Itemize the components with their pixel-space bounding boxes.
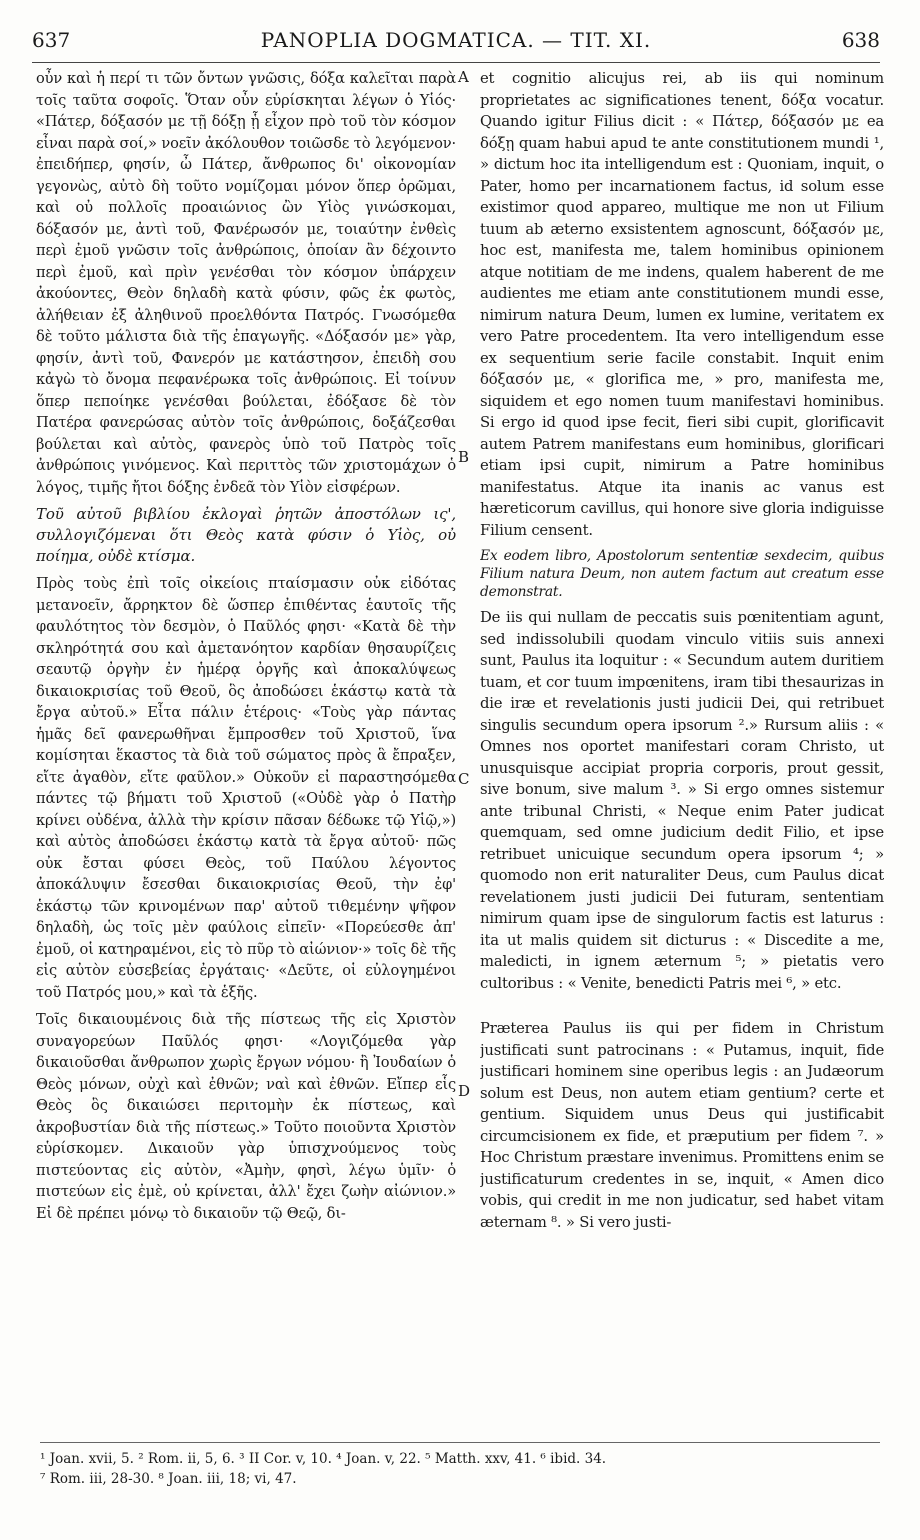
paragraph-gap <box>480 1000 884 1018</box>
footnote-line-1: ¹ Joan. xvii, 5. ² Rom. ii, 5, 6. ³ II Cor. v, 10. ⁴ Joan. v, 22. ⁵ Matth. xxv, 41. ⁶ ibid. 34. <box>40 1451 607 1467</box>
margin-marker-b: B <box>458 448 470 466</box>
page-header <box>32 28 880 58</box>
page-number-left: 637 <box>32 28 71 52</box>
header-rule <box>32 62 880 63</box>
greek-column <box>36 68 456 1230</box>
greek-paragraph-3: Τοῖς δικαιουμένοις διὰ τῆς πίστεως τῆς εἰς Χριστὸν συναγορεύων Παῦλός φησι· «Λογιζόμεθα γὰρ δικαιοῦσθαι ἄνθρωπον χωρὶς ἔργων νόμου· ἢ Ἰουδαίων ὁ Θεὸς μόνων, οὐχὶ καὶ ἐθνῶν; ναὶ καὶ ἐθνῶν. Εἴπερ εἷς Θεὸς ὃς δικαιώσει περιτομὴν ἐκ πίστεως, καὶ ἀκροβυστίαν διὰ τῆς πίστεως.» Τοῦτο ποιοῦντα Χριστὸν εὑρίσκομεν. Δικαιοῦν γὰρ ὑπισχνούμενος τοὺς πιστεύοντας εἰς αὐτὸν, «Ἀμὴν, φησὶ, λέγω ὑμῖν· ὁ πιστεύων εἰς ἐμὲ, οὐ κρίνεται, ἀλλ' ἔχει ζωὴν αἰώνιον.» Εἰ δὲ πρέπει μόνῳ τὸ δικαιοῦν τῷ Θεῷ, δι- <box>36 1011 456 1222</box>
latin-paragraph-3: Præterea Paulus iis qui per fidem in Christum justificati sunt patrocinans : « Putamus, inquit, fide justificari hominem sine operibus legis : an Judæorum solum est Deus, non autem etiam gentium? certe et gentium. Siquidem unus Deus qui justificabit circumcisionem ex fide, et præputium per fidem ⁷. » Hoc Christum præstare invenimus. Promittens enim se justificaturum credentes in se, inquit, « Amen dico vobis, qui credit in me non judicatur, sed habet vitam æternam ⁸. » Si vero justi- <box>480 1020 884 1231</box>
latin-paragraph-2: De iis qui nullam de peccatis suis pœnitentiam agunt, sed indissolubili quodam vinculo vitiis suis annexi sunt, Paulus ita loquitur : « Secundum autem duritiem tuam, et cor tuum impœnitens, iram tibi thesaurizas in die iræ et revelationis justi judicii Dei, qui retribuet singulis secundum opera ipsorum ².» Rursum aliis : « Omnes nos oportet manifestari coram Christo, ut unusquisque accipiat propria corporis, prout gessit, sive bonum, sive malum ³. » Si ergo omnes sistemur ante tribunal Christi, « Neque enim Pater judicat quemquam, sed omne judicium dedit Filio, et ipse retribuet unicuique secundum opera ipsorum ⁴; » quomodo non erit naturaliter Deus, cum Paulus dicat revelationem justi judicii Dei futuram, sententiam nimirum quam ipse de singulorum factis est laturus : ita ut malis quidem sit dicturus : « Discedite a me, maledicti, in ignem æternum ⁵; » pietatis vero cultoribus : « Venite, benedicti Patris mei ⁶, » etc. <box>480 609 884 992</box>
greek-paragraph-2: Πρὸς τοὺς ἐπὶ τοῖς οἰκείοις πταίσμασιν οὐκ εἰδότας μετανοεῖν, ἄρρηκτον δὲ ὥσπερ ἐπιθέντας ἑαυτοῖς τῆς φαυλότητος τὸν δεσμὸν, ὁ Παῦλός φησι· «Κατὰ δὲ τὴν σκληρότητά σου καὶ ἀμετανόητον καρδίαν θησαυρίζεις σεαυτῷ ὀργὴν ἐν ἡμέρᾳ ὀργῆς καὶ ἀποκαλύψεως δικαιοκρισίας τοῦ Θεοῦ, ὃς ἀποδώσει ἑκάστῳ κατὰ τὰ ἔργα αὐτοῦ.» Εἶτα πάλιν ἑτέροις· «Τοὺς γὰρ πάντας ἡμᾶς δεῖ φανερωθῆναι ἔμπροσθεν τοῦ Χριστοῦ, ἵνα κομίσηται ἕκαστος τὰ διὰ τοῦ σώματος πρὸς ἃ ἔπραξεν, εἴτε ἀγαθὸν, εἴτε φαῦλον.» Οὐκοῦν εἰ παραστησόμεθα πάντες τῷ βήματι τοῦ Χριστοῦ («Οὐδὲ γὰρ ὁ Πατὴρ κρίνει οὐδένα, ἀλλὰ τὴν κρίσιν πᾶσαν δέδωκε τῷ Υἱῷ,») καὶ αὐτὸς ἀποδώσει ἑκάστῳ κατὰ τὰ ἔργα αὐτοῦ· πῶς οὐκ ἔσται φύσει Θεὸς, τοῦ Παύλου λέγοντος ἀποκάλυψιν ἔσεσθαι δικαιοκρισίας Θεοῦ, τὴν ἐφ' ἑκάστῳ τῶν κρινομένων παρ' αὐτοῦ τιθεμένην ψῆφον δηλαδὴ, ὡς τοῖς μὲν φαύλοις εἰπεῖν· «Πορεύεσθε ἀπ' ἐμοῦ, οἱ κατηραμένοι, εἰς τὸ πῦρ τὸ αἰώνιον·» τοῖς δὲ τῆς εἰς αὐτὸν εὐσεβείας ἐργάταις· «Δεῦτε, οἱ εὐλογημένοι τοῦ Πατρός μου,» καὶ τὰ ἑξῆς. <box>36 575 456 1001</box>
running-title: PANOPLIA DOGMATICA. — TIT. XI. <box>260 28 652 52</box>
latin-section-heading: Ex eodem libro, Apostolorum sententiæ sexdecim, quibus Filium natura Deum, non autem factum aut creatum esse demonstrat. <box>480 548 884 600</box>
margin-marker-c: C <box>458 770 470 788</box>
margin-marker-a: A <box>458 68 469 86</box>
latin-column <box>480 68 884 1239</box>
latin-paragraph-1: et cognitio alicujus rei, ab iis qui nominum proprietates ac significationes tenent, δόξα vocatur. Quando igitur Filius dicit : « Πάτερ, δόξασόν με ea δόξῃ quam habui apud te ante constitutionem mundi ¹, » dictum hoc ita intelligendum est : Quoniam, inquit, o Pater, homo per incarnationem factus, id solum esse existimor quod appareo, multique me non ut Filium tuum ab æterno exsistentem agnoscunt, δόξασόν με, hoc est, manifesta me, talem hominibus opinionem atque notitiam de me indens, qualem haberent de me audientes me etiam ante constitutionem mundi esse, nimirum natura Deum, lumen ex lumine, veritatem ex vero Patre procedentem. Ita vero intelligendum esse ex sequentium serie facile constabit. Inquit enim δόξασόν με, « glorifica me, » pro, manifesta me, siquidem et ego nomen tuum manifestavi hominibus. Si ergo id quod ipse fecit, fieri sibi cupit, glorificavit autem Patrem manifestans eum hominibus, glorificari etiam ipsi cupit, nimirum a Patre hominibus manifestatus. Atque ita inanis ac vanus est hæreticorum cavillus, qui honore sive gloria indiguisse Filium censent. <box>480 70 884 539</box>
footnote-line-2: ⁷ Rom. iii, 28-30. ⁸ Joan. iii, 18; vi, 47. <box>40 1471 297 1487</box>
greek-paragraph-1: οὖν καὶ ἡ περί τι τῶν ὄντων γνῶσις, δόξα καλεῖται παρὰ τοῖς ταῦτα σοφοῖς. Ὅταν οὖν εὑρίσκηται λέγων ὁ Υἱός· «Πάτερ, δόξασόν με τῇ δόξῃ ᾗ εἶχον πρὸ τοῦ τὸν κόσμον εἶναι παρὰ σοί,» νοεῖν ἀκόλουθον τοιῶσδε τὸ λεγόμενον· ἐπειδήπερ, φησίν, ὦ Πάτερ, ἄνθρωπος δι' οἰκονομίαν γεγονὼς, αὐτὸ δὴ τοῦτο νομίζομαι μόνον ὅπερ ὁρῶμαι, καὶ οὐ πολλοῖς προαιώνιος ὢν Υἱὸς γινώσκομαι, δόξασόν με, ἀντὶ τοῦ, Φανέρωσόν με, τοιαύτην ἐνθεὶς περὶ ἐμοῦ γνῶσιν τοῖς ἀνθρώποις, ὁποίαν ἂν δέχοιντο περὶ ἐμοῦ, καὶ πρὶν γενέσθαι τὸν κόσμον ὑπάρχειν ἀκούοντες, Θεὸν δηλαδὴ κατὰ φύσιν, φῶς ἐκ φωτὸς, ἀλήθειαν ἐξ ἀληθινοῦ προελθόντα Πατρός. Γνωσόμεθα δὲ τοῦτο μάλιστα διὰ τῆς ἐπαγωγῆς. «Δόξασόν με» γὰρ, φησίν, ἀντὶ τοῦ, Φανερόν με κατάστησον, ἐπειδὴ σου κἀγὼ τὸ ὄνομα πεφανέρωκα τοῖς ἀνθρώποις. Εἰ τοίνυν ὅπερ πεποίηκε γενέσθαι βούλεται, ἐδόξασε δὲ τὸν Πατέρα φανερώσας αὐτὸν τοῖς ἀνθρώποις, δοξάζεσθαι βούλεται καὶ αὐτὸς, φανερὸς ὑπὸ τοῦ Πατρὸς τοῖς ἀνθρώποις γινόμενος. Καὶ περιττὸς τῶν χριστομάχων ὁ λόγος, τιμῆς ἤτοι δόξης ἐνδεᾶ τὸν Υἱὸν εἰσφέρων. <box>36 70 456 496</box>
page-number-right: 638 <box>841 28 880 52</box>
footnotes <box>40 1442 880 1489</box>
margin-marker-d: D <box>458 1082 471 1100</box>
greek-section-heading: Τοῦ αὐτοῦ βιβλίου ἐκλογαὶ ῥητῶν ἀποστόλων ις', συλλογιζόμεναι ὅτι Θεὸς κατὰ φύσιν ὁ Υἱὸς, οὐ ποίημα, οὐδὲ κτίσμα. <box>36 505 456 565</box>
